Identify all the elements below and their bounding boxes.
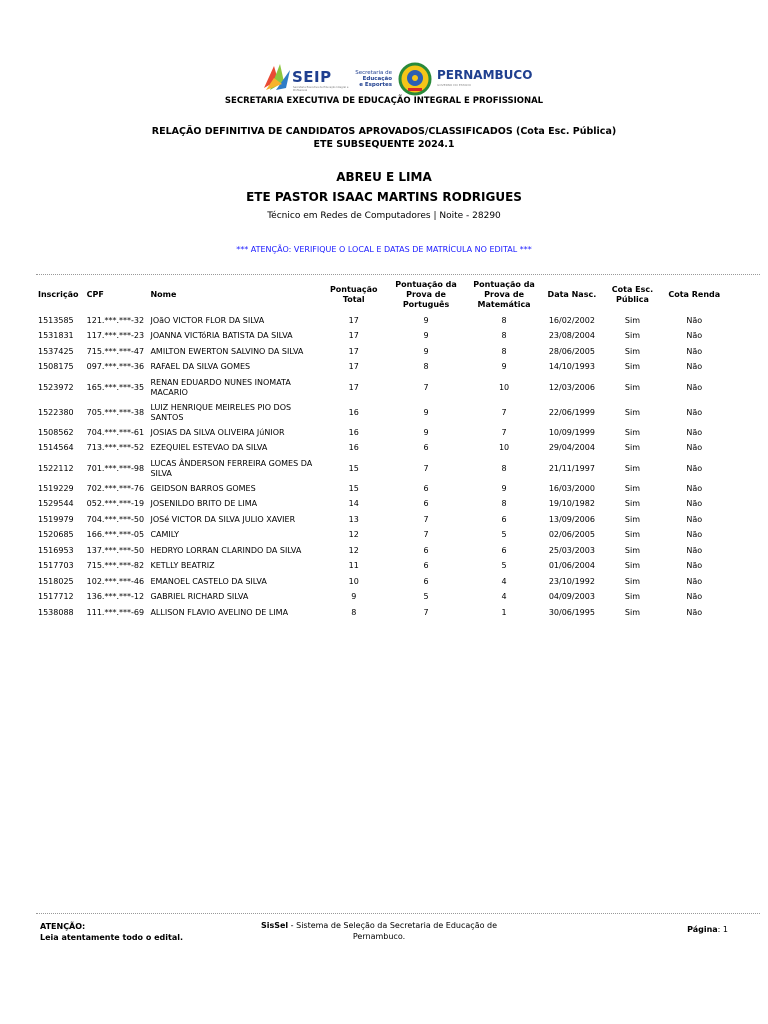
- table-row: [36, 456, 726, 481]
- cell-cota-renda: Não: [686, 545, 703, 555]
- cell-cpf: 702.***.***-76: [86, 483, 145, 493]
- cell-cpf: 715.***.***-82: [86, 561, 145, 571]
- cell-inscricao: 1523972: [38, 382, 74, 392]
- table-row: [36, 559, 726, 575]
- cell-inscricao: 1517712: [38, 592, 74, 602]
- cell-pontuacao-total: 16: [348, 427, 359, 437]
- cell-pontuacao-total: 8: [351, 607, 357, 617]
- cell-cpf: 137.***.***-50: [86, 545, 145, 555]
- cell-pontuacao-portugues: 9: [423, 407, 429, 417]
- cell-pontuacao-matematica: 4: [501, 576, 507, 586]
- cell-cota-renda: Não: [686, 443, 703, 453]
- cell-inscricao: 1514564: [38, 443, 74, 453]
- cell-cota-esc-publica: Sim: [624, 607, 641, 617]
- cell-cota-renda: Não: [686, 346, 703, 356]
- attention-text: Leia atentamente todo o edital.: [40, 933, 184, 942]
- relacao-line1: RELAÇÃO DEFINITIVA DE CANDIDATOS APROVADOS/CLASSIFICADOS (Cota Esc. Pública): [151, 126, 617, 137]
- cell-data-nasc: 25/03/2003: [548, 545, 595, 555]
- cell-pontuacao-matematica: 10: [498, 443, 510, 453]
- table-row: [36, 400, 726, 425]
- cell-pontuacao-total: 15: [348, 463, 359, 473]
- cell-cpf: 165.***.***-35: [86, 382, 145, 392]
- seip-leaf-icon: [262, 62, 292, 92]
- table-row: [36, 605, 726, 621]
- cell-inscricao: 1518025: [38, 576, 74, 586]
- cell-cota-esc-publica: Sim: [624, 362, 641, 372]
- cell-pontuacao-portugues: 7: [423, 530, 429, 540]
- cell-data-nasc: 28/06/2005: [548, 346, 595, 356]
- cell-nome: RENAN EDUARDO NUNES INOMATA MACARIO: [150, 377, 291, 397]
- footer-divider: [36, 913, 760, 914]
- cell-nome: LUIZ HENRIQUE MEIRELES PIO DOS SANTOS: [150, 402, 292, 422]
- table-row: [36, 344, 726, 360]
- cell-cota-renda: Não: [686, 382, 703, 392]
- table-row: [36, 512, 726, 528]
- cell-data-nasc: 23/10/1992: [548, 576, 595, 586]
- secretaria-line3: e Esportes: [359, 82, 392, 88]
- cell-cpf: 136.***.***-12: [86, 592, 145, 602]
- cell-data-nasc: 04/09/2003: [548, 592, 595, 602]
- table-row: [36, 590, 726, 606]
- cell-pontuacao-portugues: 6: [423, 443, 429, 453]
- cell-data-nasc: 30/06/1995: [548, 607, 595, 617]
- cell-data-nasc: 19/10/1982: [548, 499, 595, 509]
- cell-cota-renda: Não: [686, 331, 703, 341]
- header-cota-renda: Cota Renda: [668, 290, 721, 299]
- results-body: [36, 313, 726, 621]
- header-cota-esc-publica: Cota Esc. Pública: [611, 285, 654, 304]
- cell-inscricao: 1538088: [38, 607, 74, 617]
- cell-nome: GEIDSON BARROS GOMES: [150, 483, 256, 493]
- cell-pontuacao-portugues: 6: [423, 561, 429, 571]
- city-title: ABREU E LIMA: [336, 170, 432, 184]
- header-pontuacao-total: Pontuação Total: [329, 285, 378, 304]
- cell-pontuacao-portugues: 7: [423, 514, 429, 524]
- cell-pontuacao-matematica: 5: [501, 561, 507, 571]
- cell-pontuacao-matematica: 1: [501, 607, 507, 617]
- cell-cota-renda: Não: [686, 407, 703, 417]
- cell-pontuacao-matematica: 7: [501, 407, 507, 417]
- cell-cpf: 704.***.***-61: [86, 427, 145, 437]
- cell-pontuacao-portugues: 9: [423, 346, 429, 356]
- cell-pontuacao-total: 10: [348, 576, 359, 586]
- table-row: [36, 375, 726, 400]
- pernambuco-wordmark: PERNAMBUCO: [437, 68, 533, 82]
- attention-title: ATENÇÃO:: [40, 922, 86, 931]
- cell-nome: JOANNA VICTóRIA BATISTA DA SILVA: [150, 331, 293, 341]
- table-row: [36, 313, 726, 329]
- secretaria-educacao-logo: [352, 70, 392, 88]
- cell-pontuacao-portugues: 7: [423, 607, 429, 617]
- table-row: [36, 543, 726, 559]
- cell-pontuacao-matematica: 9: [501, 483, 507, 493]
- cell-cpf: 715.***.***-47: [86, 346, 145, 356]
- cell-cota-renda: Não: [686, 607, 703, 617]
- cell-nome: LUCAS ÂNDERSON FERREIRA GOMES DA SILVA: [150, 458, 313, 478]
- cell-pontuacao-portugues: 5: [423, 592, 429, 602]
- cell-pontuacao-total: 17: [348, 315, 359, 325]
- cell-pontuacao-matematica: 8: [501, 463, 507, 473]
- header-nome: Nome: [150, 290, 177, 299]
- cell-pontuacao-portugues: 6: [423, 483, 429, 493]
- header-logos: [0, 60, 768, 96]
- sissel-name: SisSel: [260, 921, 289, 930]
- cell-data-nasc: 02/06/2005: [548, 530, 595, 540]
- cell-inscricao: 1508175: [38, 362, 74, 372]
- cell-pontuacao-portugues: 6: [423, 576, 429, 586]
- cell-data-nasc: 01/06/2004: [548, 561, 595, 571]
- cell-nome: JOSENILDO BRITO DE LIMA: [150, 499, 258, 509]
- page-number: : 1: [717, 925, 728, 934]
- cell-inscricao: 1522380: [38, 407, 74, 417]
- header-data-nasc: Data Nasc.: [547, 290, 597, 299]
- table-row: [36, 425, 726, 441]
- cell-inscricao: 1522112: [38, 463, 74, 473]
- cell-nome: JOSIAS DA SILVA OLIVEIRA JúNIOR: [150, 427, 285, 437]
- secretaria-title: SECRETARIA EXECUTIVA DE EDUCAÇÃO INTEGRAL E PROFISSIONAL: [224, 96, 544, 106]
- cell-pontuacao-portugues: 9: [423, 331, 429, 341]
- page-label: Página: [687, 925, 718, 934]
- cell-cota-renda: Não: [686, 592, 703, 602]
- cell-inscricao: 1531831: [38, 331, 74, 341]
- cell-data-nasc: 23/08/2004: [548, 331, 595, 341]
- cell-cota-renda: Não: [686, 576, 703, 586]
- cell-cota-esc-publica: Sim: [624, 483, 641, 493]
- table-row: [36, 360, 726, 376]
- cell-inscricao: 1519229: [38, 483, 74, 493]
- relacao-title: [0, 125, 768, 151]
- cell-pontuacao-total: 16: [348, 443, 359, 453]
- cell-cota-esc-publica: Sim: [624, 592, 641, 602]
- cell-data-nasc: 21/11/1997: [548, 463, 595, 473]
- cell-pontuacao-total: 17: [348, 346, 359, 356]
- cell-cota-esc-publica: Sim: [624, 331, 641, 341]
- header-pontuacao-matematica: Pontuação da Prova de Matemática: [473, 280, 535, 309]
- cell-cpf: 121.***.***-32: [86, 315, 145, 325]
- cell-inscricao: 1508562: [38, 427, 74, 437]
- table-row: [36, 441, 726, 457]
- cell-pontuacao-portugues: 7: [423, 463, 429, 473]
- cell-cpf: 166.***.***-05: [86, 530, 145, 540]
- cell-pontuacao-total: 11: [348, 561, 359, 571]
- cell-cota-renda: Não: [686, 362, 703, 372]
- cell-inscricao: 1519979: [38, 514, 74, 524]
- cell-cota-esc-publica: Sim: [624, 530, 641, 540]
- cell-pontuacao-total: 14: [348, 499, 359, 509]
- cell-pontuacao-total: 12: [348, 545, 359, 555]
- results-table: [36, 277, 726, 621]
- cell-pontuacao-total: 9: [351, 592, 357, 602]
- cell-cota-esc-publica: Sim: [624, 545, 641, 555]
- cell-data-nasc: 12/03/2006: [548, 382, 595, 392]
- pernambuco-subtitle: GOVERNO DO ESTADO: [437, 83, 471, 87]
- cell-data-nasc: 16/02/2002: [548, 315, 595, 325]
- cell-inscricao: 1529544: [38, 499, 74, 509]
- cell-cota-esc-publica: Sim: [624, 346, 641, 356]
- cell-pontuacao-matematica: 8: [501, 499, 507, 509]
- cell-pontuacao-matematica: 9: [501, 362, 507, 372]
- cell-pontuacao-portugues: 6: [423, 499, 429, 509]
- cell-cpf: 713.***.***-52: [86, 443, 145, 453]
- cell-nome: JOãO VICTOR FLOR DA SILVA: [150, 315, 265, 325]
- cell-cota-esc-publica: Sim: [624, 561, 641, 571]
- cell-cota-renda: Não: [686, 530, 703, 540]
- cell-pontuacao-matematica: 7: [501, 427, 507, 437]
- cell-pontuacao-portugues: 9: [423, 315, 429, 325]
- cell-pontuacao-total: 12: [348, 530, 359, 540]
- cell-pontuacao-portugues: 6: [423, 545, 429, 555]
- seip-wordmark: SEIP: [292, 68, 332, 86]
- cell-cota-esc-publica: Sim: [624, 463, 641, 473]
- secretaria-line1: Secretaria de: [355, 70, 392, 76]
- cell-pontuacao-matematica: 4: [501, 592, 507, 602]
- seip-logo: [262, 62, 358, 94]
- cell-inscricao: 1513585: [38, 315, 74, 325]
- cell-pontuacao-portugues: 9: [423, 427, 429, 437]
- cell-nome: KETLLY BEATRIZ: [150, 561, 215, 571]
- table-row: [36, 481, 726, 497]
- cell-pontuacao-portugues: 7: [423, 382, 429, 392]
- page-indicator: [640, 925, 728, 934]
- matricula-alert: *** ATENÇÃO: VERIFIQUE O LOCAL E DATAS DE MATRÍCULA NO EDITAL ***: [236, 245, 532, 254]
- pernambuco-crest-icon: [398, 62, 432, 96]
- cell-pontuacao-matematica: 8: [501, 331, 507, 341]
- table-row: [36, 497, 726, 513]
- sissel-description: - Sistema de Seleção da Secretaria de Educação de Pernambuco.: [288, 921, 498, 941]
- header-pontuacao-portugues: Pontuação da Prova de Português: [395, 280, 457, 309]
- cell-nome: AMILTON EWERTON SALVINO DA SILVA: [150, 346, 304, 356]
- table-row: [36, 528, 726, 544]
- cell-cpf: 117.***.***-23: [86, 331, 145, 341]
- cell-cpf: 111.***.***-69: [86, 607, 145, 617]
- cell-cota-esc-publica: Sim: [624, 443, 641, 453]
- cell-pontuacao-matematica: 5: [501, 530, 507, 540]
- cell-cpf: 705.***.***-38: [86, 407, 145, 417]
- secretaria-line2: Educação: [362, 76, 392, 82]
- cell-cota-esc-publica: Sim: [624, 514, 641, 524]
- cell-pontuacao-total: 17: [348, 362, 359, 372]
- cell-cota-renda: Não: [686, 561, 703, 571]
- cell-pontuacao-portugues: 8: [423, 362, 429, 372]
- cell-cota-esc-publica: Sim: [624, 382, 641, 392]
- seip-subtitle: Secretaria Executiva de Educação Integral e Profissional: [293, 86, 349, 92]
- cell-pontuacao-matematica: 8: [501, 346, 507, 356]
- cell-pontuacao-total: 17: [348, 382, 359, 392]
- cell-pontuacao-total: 17: [348, 331, 359, 341]
- cell-cpf: 102.***.***-46: [86, 576, 145, 586]
- cell-cota-esc-publica: Sim: [624, 499, 641, 509]
- cell-pontuacao-matematica: 6: [501, 514, 507, 524]
- cell-cota-renda: Não: [686, 483, 703, 493]
- table-header-row: [36, 277, 726, 313]
- cell-cota-renda: Não: [686, 499, 703, 509]
- cell-cota-esc-publica: Sim: [624, 576, 641, 586]
- header-inscricao: Inscrição: [38, 290, 79, 299]
- cell-data-nasc: 22/06/1999: [548, 407, 595, 417]
- cell-pontuacao-matematica: 8: [501, 315, 507, 325]
- cell-nome: EMANOEL CASTELO DA SILVA: [150, 576, 267, 586]
- cell-inscricao: 1520685: [38, 530, 74, 540]
- footer-system: [244, 920, 514, 942]
- cell-nome: RAFAEL DA SILVA GOMES: [150, 362, 251, 372]
- school-title: ETE PASTOR ISAAC MARTINS RODRIGUES: [246, 190, 522, 204]
- relacao-line2: ETE SUBSEQUENTE 2024.1: [313, 139, 455, 150]
- cell-cpf: 704.***.***-50: [86, 514, 145, 524]
- cell-pontuacao-total: 13: [348, 514, 359, 524]
- cell-cota-esc-publica: Sim: [624, 427, 641, 437]
- header-cpf: CPF: [86, 290, 104, 299]
- cell-inscricao: 1516953: [38, 545, 74, 555]
- cell-cpf: 097.***.***-36: [86, 362, 145, 372]
- cell-cota-renda: Não: [686, 514, 703, 524]
- divider: [36, 274, 760, 275]
- footer-attention: [40, 921, 183, 943]
- cell-cpf: 701.***.***-98: [86, 463, 145, 473]
- cell-cota-renda: Não: [686, 427, 703, 437]
- cell-data-nasc: 16/03/2000: [548, 483, 595, 493]
- course-subtitle: Técnico em Redes de Computadores | Noite - 28290: [267, 211, 501, 221]
- cell-pontuacao-matematica: 10: [498, 382, 510, 392]
- cell-data-nasc: 13/09/2006: [548, 514, 595, 524]
- cell-data-nasc: 10/09/1999: [548, 427, 595, 437]
- cell-cota-renda: Não: [686, 315, 703, 325]
- cell-data-nasc: 29/04/2004: [548, 443, 595, 453]
- table-row: [36, 574, 726, 590]
- cell-pontuacao-total: 16: [348, 407, 359, 417]
- cell-cota-esc-publica: Sim: [624, 315, 641, 325]
- cell-pontuacao-total: 15: [348, 483, 359, 493]
- cell-cota-renda: Não: [686, 463, 703, 473]
- table-row: [36, 329, 726, 345]
- cell-nome: EZEQUIEL ESTEVAO DA SILVA: [150, 443, 268, 453]
- cell-cpf: 052.***.***-19: [86, 499, 145, 509]
- cell-nome: CAMILY: [150, 530, 180, 540]
- cell-nome: GABRIEL RICHARD SILVA: [150, 592, 249, 602]
- cell-pontuacao-matematica: 6: [501, 545, 507, 555]
- cell-nome: HEDRYO LORRAN CLARINDO DA SILVA: [150, 545, 302, 555]
- cell-cota-esc-publica: Sim: [624, 407, 641, 417]
- cell-data-nasc: 14/10/1993: [548, 362, 595, 372]
- cell-inscricao: 1537425: [38, 346, 74, 356]
- cell-nome: JOSé VICTOR DA SILVA JULIO XAVIER: [150, 514, 296, 524]
- cell-inscricao: 1517703: [38, 561, 74, 571]
- cell-nome: ALLISON FLAVIO AVELINO DE LIMA: [150, 607, 289, 617]
